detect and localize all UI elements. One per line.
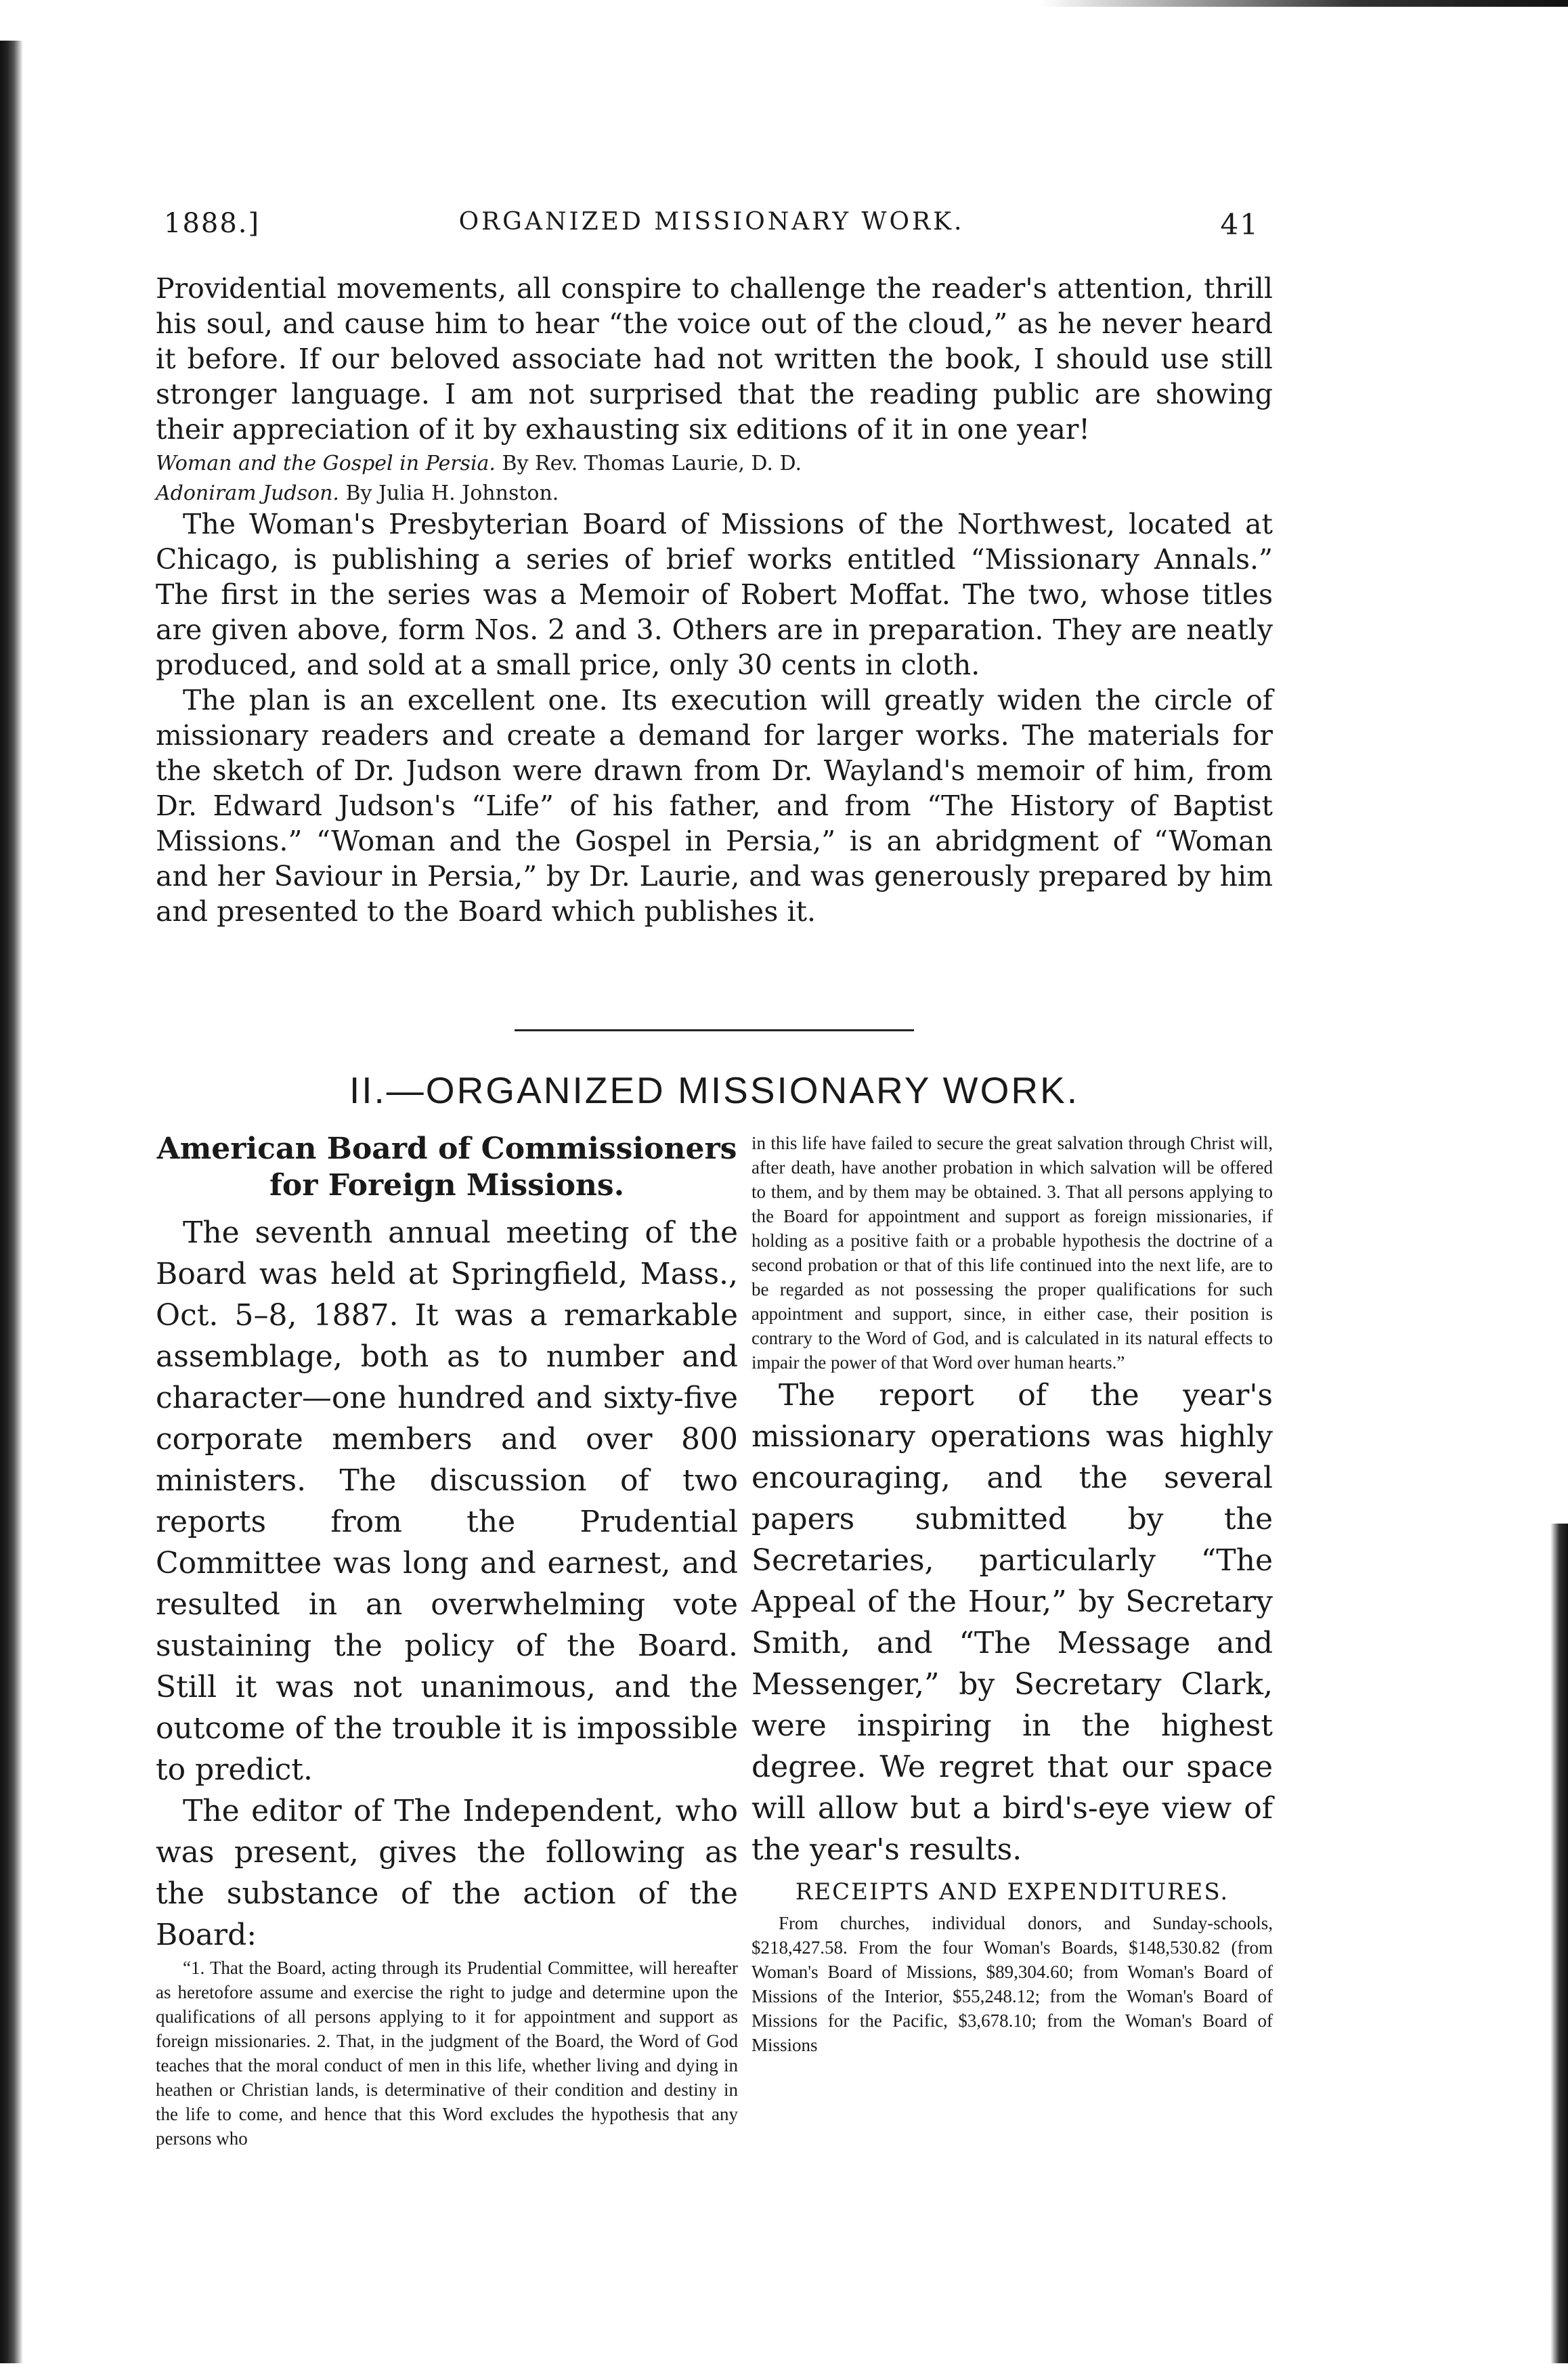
plan-paragraph: The plan is an excellent one. Its execution will greatly widen the circle of missionary readers and create a demand for larger works. The materials for the sketch of Dr. Judson were drawn from Dr. Wayland's memoir of him, from Dr. Edward Judson's “Life” of his father, and from “The History of Baptist Missions.” “Woman and the Gospel in Persia,” is an abridgment of “Woman and her Saviour in Persia,” by Dr. Laurie, and was generously prepared by him and presented to the Board which publishes it. (156, 684, 1273, 928)
intro-block (156, 271, 1273, 929)
book-reference-1 (156, 451, 1273, 477)
receipts-subhead: RECEIPTS AND EXPENDITURES. (795, 1878, 1229, 1906)
annals-paragraph: The Woman's Presbyterian Board of Missions of the Northwest, located at Chicago, is publishing a series of brief works entitled “Missionary Annals.” The first in the series was a Memoir of Robert Moffat. The two, whose titles are given above, form Nos. 2 and 3. Others are in preparation. They are neatly produced, and sold at a small price, only 30 cents in cloth. (156, 508, 1273, 681)
ref1-title: Woman and the Gospel in Persia. (156, 452, 496, 475)
right-column (752, 1131, 1273, 2057)
header-title: ORGANIZED MISSIONARY WORK. (458, 208, 965, 236)
running-header (157, 200, 1266, 254)
board-action-quote-continued: in this life have failed to secure the great salvation through Christ will, after death, have another probation in which salvation will be offered to them, and by them may be obtained. 3. That all persons applying to the Board for appointment and support as foreign missionaries, if holding as a positive faith or a probable hypothesis the doctrine of a second probation or that of this life continued into the next life, are to be regarded as not possessing the proper qualifications for such appointment and support, since, in either case, their position is contrary to the Word of God, and is calculated in its natural effects to impair the power of that Word over human hearts.” (752, 1133, 1273, 1373)
scan-edge-right (1550, 1524, 1568, 2363)
editor-paragraph: The editor of The Independent, who was present, gives the following as the substance of the action of the Board: (156, 1794, 738, 1952)
scan-edge-top (1040, 0, 1568, 7)
receipts-paragraph: From churches, individual donors, and Sunday-schools, $218,427.58. From the four Woman's Boards, $148,530.82 (from Woman's Board of Missions, $89,304.60; from Woman's Board of Missions of the Interior, $55,248.12; from the Woman's Board of Missions for the Pacific, $3,678.10; from the Woman's Board of Missions (752, 1913, 1273, 2055)
article-subhead: American Board of Commissioners for Foreign Missions. (156, 1132, 737, 1203)
section-divider (515, 1029, 914, 1031)
header-year: 1888.] (164, 208, 261, 239)
ref2-title: Adoniram Judson. (156, 481, 339, 505)
ref1-author: By Rev. Thomas Laurie, D. D. (502, 452, 802, 475)
book-reference-2 (156, 481, 1273, 507)
board-action-quote: “1. That the Board, acting through its Prudential Committee, will hereafter as heretofore assume and exercise the right to judge and determine upon the qualifications of all persons applying to it for appointment and support as foreign missionaries. 2. That, in the judgment of the Board, the Word of God teaches that the moral conduct of men in this life, whether living and dying in heathen or Christian lands, is determinative of their condition and destiny in the life to come, and hence that this Word excludes the hypothesis that any persons who (156, 1958, 738, 2149)
section-title: II.—ORGANIZED MISSIONARY WORK. (349, 1069, 1080, 1111)
ref2-author: By Julia H. Johnston. (345, 481, 559, 505)
left-column (156, 1131, 738, 2151)
report-paragraph: The report of the year's missionary operations was highly encouraging, and the several papers submitted by the Secretaries, particularly “The Appeal of the Hour,” by Secretary Smith, and “The Message and Messenger,” by Secretary Clark, were inspiring in the highest degree. We regret that our space will allow but a bird's-eye view of the year's results. (752, 1378, 1273, 1867)
page-number: 41 (1220, 208, 1259, 241)
meeting-paragraph: The seventh annual meeting of the Board was held at Springfield, Mass., Oct. 5–8, 1887. It was a remarkable assemblage, both as to number and character—one hundred and sixty-five corporate members and over 800 ministers. The discussion of two reports from the Prudential Committee was long and earnest, and resulted in an overwhelming vote sustaining the policy of the Board. Still it was not unanimous, and the outcome of the trouble it is impossible to predict. (156, 1215, 738, 1787)
intro-paragraph: Providential movements, all conspire to challenge the reader's attention, thrill his soul, and cause him to hear “the voice out of the cloud,” as he never heard it before. If our beloved associate had not written the book, I should use still stronger language. I am not surprised that the reading public are showing their appreciation of it by exhausting six editions of it in one year! (156, 272, 1273, 446)
scan-edge-left (0, 41, 23, 2363)
